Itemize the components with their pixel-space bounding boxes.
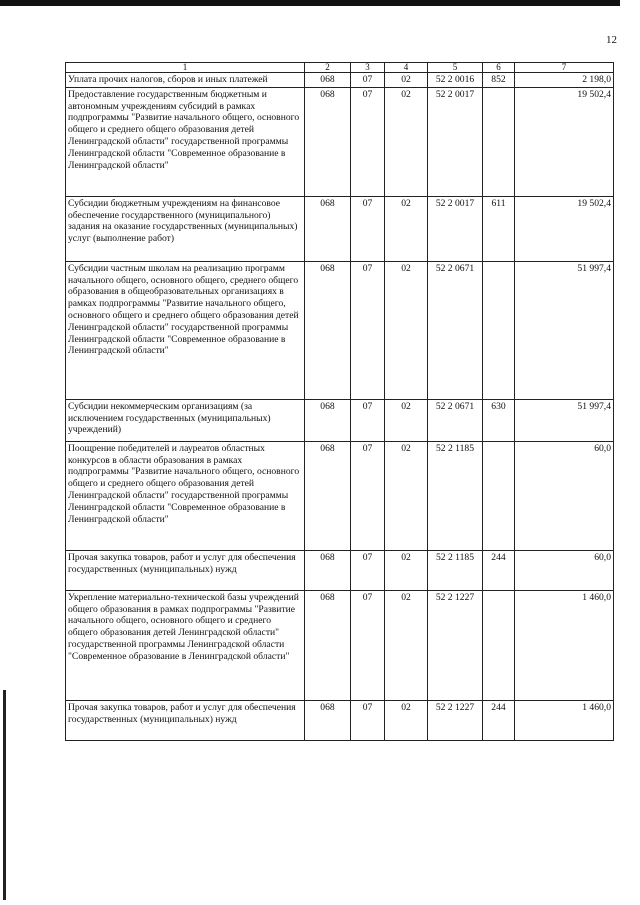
row-expense-type bbox=[483, 441, 515, 550]
row-subsection: 02 bbox=[385, 590, 428, 700]
table-row bbox=[66, 87, 614, 196]
row-target-code: 52 2 1227 bbox=[428, 700, 483, 740]
row-target-code: 52 2 1185 bbox=[428, 441, 483, 550]
column-header-6: 6 bbox=[483, 63, 515, 73]
row-target-code: 52 2 0016 bbox=[428, 73, 483, 88]
row-section: 07 bbox=[351, 590, 385, 700]
row-name: Прочая закупка товаров, работ и услуг для обеспечения государственных (муниципальных) нужд bbox=[66, 700, 305, 740]
table-row bbox=[66, 590, 614, 700]
row-admin-code: 068 bbox=[305, 261, 351, 399]
row-section: 07 bbox=[351, 550, 385, 590]
budget-table bbox=[65, 62, 614, 741]
top-border-line bbox=[0, 0, 620, 6]
row-section: 07 bbox=[351, 196, 385, 261]
row-admin-code: 068 bbox=[305, 73, 351, 88]
row-amount: 51 997,4 bbox=[515, 399, 614, 441]
row-expense-type: 244 bbox=[483, 550, 515, 590]
row-admin-code: 068 bbox=[305, 87, 351, 196]
row-name: Предоставление государственным бюджетным и автономным учреждениям субсидий в рамках подпрограммы "Развитие начального общего, основного общего и среднего общего образования детей Ленинградской области" государственной программы Ленинградской области "Современное образование в Ленинградской области" bbox=[66, 87, 305, 196]
row-section: 07 bbox=[351, 700, 385, 740]
table-row bbox=[66, 550, 614, 590]
row-target-code: 52 2 1185 bbox=[428, 550, 483, 590]
row-subsection: 02 bbox=[385, 196, 428, 261]
row-name: Уплата прочих налогов, сборов и иных платежей bbox=[66, 73, 305, 88]
row-admin-code: 068 bbox=[305, 441, 351, 550]
row-section: 07 bbox=[351, 87, 385, 196]
row-amount: 2 198,0 bbox=[515, 73, 614, 88]
row-expense-type: 244 bbox=[483, 700, 515, 740]
table-header-row bbox=[66, 63, 614, 73]
row-subsection: 02 bbox=[385, 700, 428, 740]
table-row bbox=[66, 73, 614, 88]
row-admin-code: 068 bbox=[305, 590, 351, 700]
row-name: Субсидии бюджетным учреждениям на финансовое обеспечение государственного (муниципального) задания на оказание государственных (муниципальных) услуг (выполнение работ) bbox=[66, 196, 305, 261]
row-expense-type: 852 bbox=[483, 73, 515, 88]
row-target-code: 52 2 1227 bbox=[428, 590, 483, 700]
row-admin-code: 068 bbox=[305, 700, 351, 740]
row-amount: 60,0 bbox=[515, 550, 614, 590]
column-header-2: 2 bbox=[305, 63, 351, 73]
row-amount: 1 460,0 bbox=[515, 700, 614, 740]
scan-edge-mark bbox=[3, 690, 6, 900]
column-header-7: 7 bbox=[515, 63, 614, 73]
row-amount: 19 502,4 bbox=[515, 87, 614, 196]
row-subsection: 02 bbox=[385, 399, 428, 441]
table-row bbox=[66, 399, 614, 441]
row-admin-code: 068 bbox=[305, 550, 351, 590]
table-row bbox=[66, 441, 614, 550]
row-subsection: 02 bbox=[385, 441, 428, 550]
row-admin-code: 068 bbox=[305, 399, 351, 441]
row-name: Субсидии частным школам на реализацию программ начального общего, основного общего, среднего общего образования в общеобразовательных организациях в рамках подпрограммы "Развитие начального общего, основного общего и среднего общего образования детей Ленинградской области" государственной программы Ленинградской области "Современное образование в Ленинградской области" bbox=[66, 261, 305, 399]
row-subsection: 02 bbox=[385, 87, 428, 196]
row-target-code: 52 2 0017 bbox=[428, 87, 483, 196]
column-header-4: 4 bbox=[385, 63, 428, 73]
row-section: 07 bbox=[351, 399, 385, 441]
row-expense-type: 630 bbox=[483, 399, 515, 441]
row-name: Прочая закупка товаров, работ и услуг для обеспечения государственных (муниципальных) нужд bbox=[66, 550, 305, 590]
row-section: 07 bbox=[351, 73, 385, 88]
row-expense-type bbox=[483, 590, 515, 700]
row-subsection: 02 bbox=[385, 550, 428, 590]
column-header-3: 3 bbox=[351, 63, 385, 73]
row-expense-type bbox=[483, 261, 515, 399]
row-name: Укрепление материально-технической базы учреждений общего образования в рамках подпрограммы "Развитие начального общего, основного общего и среднего общего образования детей Ленинградской области" государственной программы Ленинградской области "Современное образование в Ленинградской области" bbox=[66, 590, 305, 700]
row-expense-type: 611 bbox=[483, 196, 515, 261]
row-target-code: 52 2 0671 bbox=[428, 399, 483, 441]
row-section: 07 bbox=[351, 261, 385, 399]
table-row bbox=[66, 700, 614, 740]
column-header-5: 5 bbox=[428, 63, 483, 73]
table-row bbox=[66, 261, 614, 399]
row-amount: 51 997,4 bbox=[515, 261, 614, 399]
column-header-1: 1 bbox=[66, 63, 305, 73]
row-target-code: 52 2 0017 bbox=[428, 196, 483, 261]
row-target-code: 52 2 0671 bbox=[428, 261, 483, 399]
row-subsection: 02 bbox=[385, 261, 428, 399]
row-section: 07 bbox=[351, 441, 385, 550]
row-admin-code: 068 bbox=[305, 196, 351, 261]
row-amount: 60,0 bbox=[515, 441, 614, 550]
row-subsection: 02 bbox=[385, 73, 428, 88]
row-amount: 19 502,4 bbox=[515, 196, 614, 261]
row-name: Поощрение победителей и лауреатов областных конкурсов в области образования в рамках подпрограммы "Развитие начального общего, основного общего и среднего общего образования детей Ленинградской области" государственной программы Ленинградской области "Современное образование в Ленинградской области" bbox=[66, 441, 305, 550]
row-amount: 1 460,0 bbox=[515, 590, 614, 700]
row-expense-type bbox=[483, 87, 515, 196]
table-row bbox=[66, 196, 614, 261]
row-name: Субсидии некоммерческим организациям (за исключением государственных (муниципальных) учреждений) bbox=[66, 399, 305, 441]
page-number: 12 bbox=[606, 34, 617, 46]
